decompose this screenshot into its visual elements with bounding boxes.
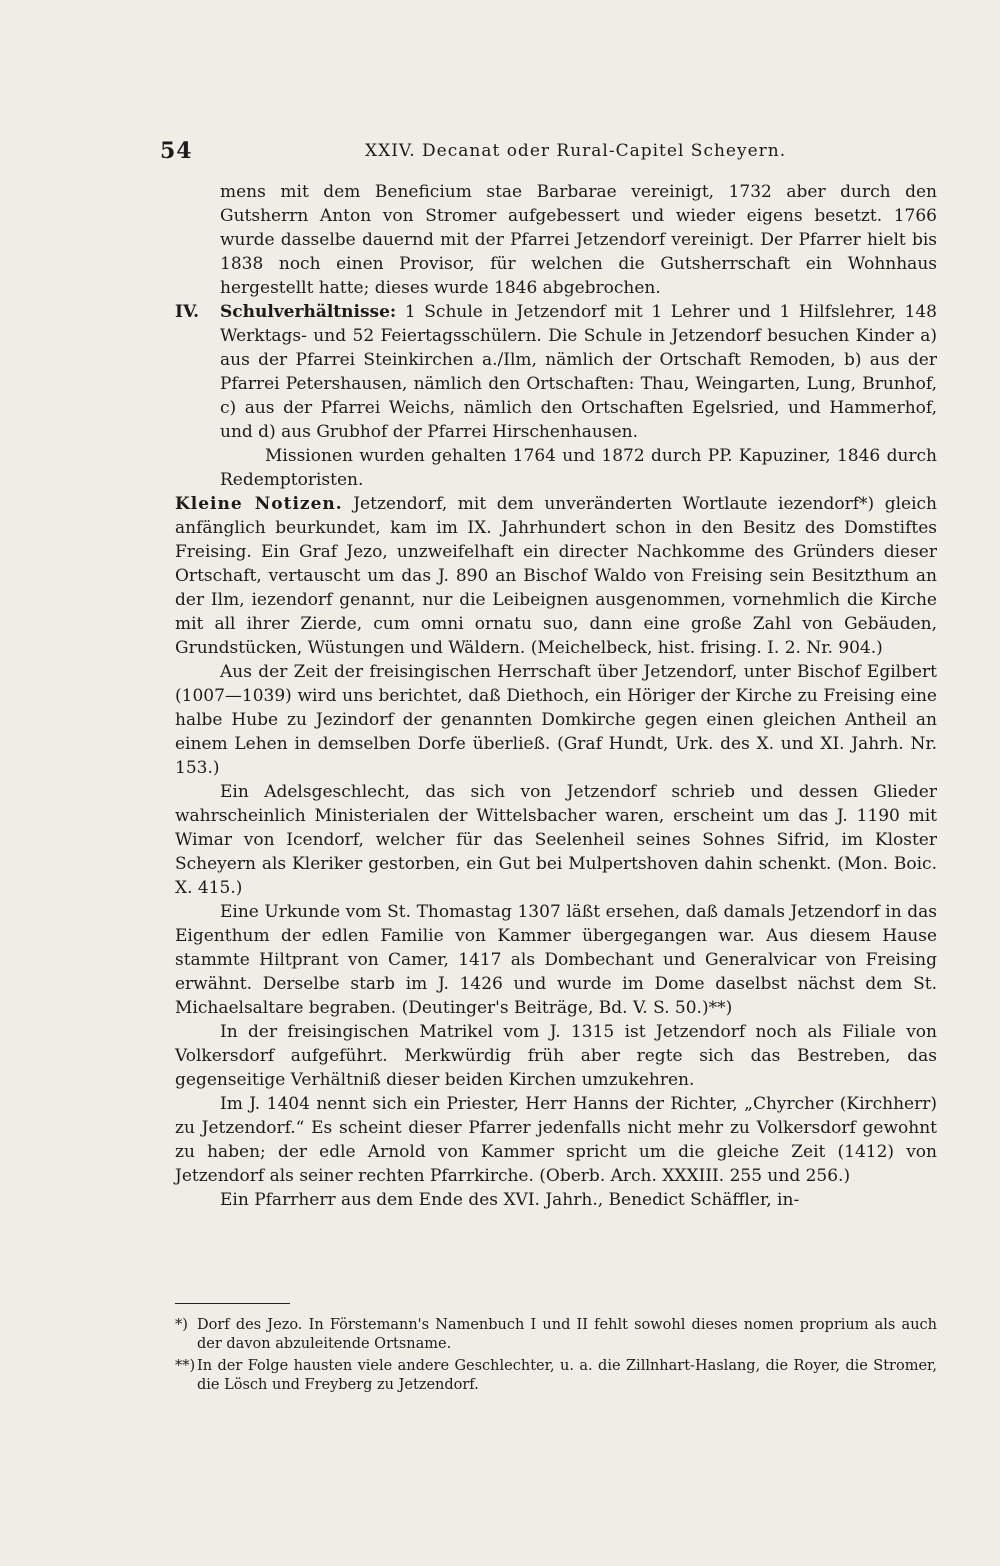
footnote-text: Dorf des Jezo. In Förstemann's Namenbuch I und II fehlt sowohl dieses nomen proprium als auch der davon abzuleitende Ortsname. — [197, 1317, 937, 1352]
page-body — [175, 180, 937, 1212]
footnote-rule — [175, 1303, 290, 1304]
paragraph: Aus der Zeit der freisingischen Herrschaft über Jetzendorf, unter Bischof Egilbert (1007—1039) wird uns berichtet, daß Diethoch, ein Höriger der Kirche zu Freising eine halbe Hube zu Jezindorf der genannten Domkirche gegen einen gleichen Antheil an einem Lehen in demselben Dorfe überließ. (Graf Hundt, Urk. des X. und XI. Jahrh. Nr. 153.) — [175, 662, 937, 778]
intro-paragraph: mens mit dem Beneficium stae Barbarae vereinigt, 1732 aber durch den Gutsherrn Anton von Stromer aufgebessert und wieder eigens besetzt. 1766 wurde dasselbe dauernd mit der Pfarrei Jetzendorf vereinigt. Der Pfarrer hielt bis 1838 noch einen Provisor, für welchen die Gutsherrschaft ein Wohnhaus hergestellt hatte; dieses wurde 1846 abgebrochen. — [220, 182, 937, 298]
paragraph: Eine Urkunde vom St. Thomastag 1307 läßt ersehen, daß damals Jetzendorf in das Eigenthum der edlen Familie von Kammer übergegangen war. Aus diesem Hause stammte Hiltprant von Camer, 1417 als Dombechant und Generalvicar von Freising erwähnt. Derselbe starb im J. 1426 und wurde im Dome daselbst nächst dem St. Michaelsaltare begraben. (Deutinger's Beiträge, Bd. V. S. 50.)**) — [175, 902, 937, 1018]
footnote — [175, 1357, 937, 1395]
paragraph: In der freisingischen Matrikel vom J. 1315 ist Jetzendorf noch als Filiale von Volkersdorf aufgeführt. Merkwürdig früh aber regte sich das Bestreben, das gegenseitige Verhältniß dieser beiden Kirchen umzukehren. — [175, 1022, 937, 1090]
footnote-mark: **) — [175, 1358, 196, 1374]
section-iv-missions: Missionen wurden gehalten 1764 und 1872 durch PP. Kapuziner, 1846 durch Redemptoristen. — [220, 446, 937, 490]
page-number: 54 — [160, 138, 193, 164]
notizen-first-paragraph — [175, 492, 937, 660]
notizen-heading: Kleine Notizen. — [175, 494, 343, 514]
section-iv-text: 1 Schule in Jetzendorf mit 1 Lehrer und 1 Hilfslehrer, 148 Werktags- und 52 Feiertagsschülern. Die Schule in Jetzendorf besuchen Kinder a) aus der Pfarrei Steinkirchen a./Ilm, nämlich der Ortschaft Remoden, b) aus der Pfarrei Petershausen, nämlich den Ortschaften: Thau, Weingarten, Lung, Brunhof, c) aus der Pfarrei Weichs, nämlich den Ortschaften Egelsried, und Hammerhof, und d) aus Grubhof der Pfarrei Hirschenhausen. — [220, 302, 937, 442]
paragraph: Ein Adelsgeschlecht, das sich von Jetzendorf schrieb und dessen Glieder wahrscheinlich Ministerialen der Wittelsbacher waren, erscheint um das J. 1190 mit Wimar von Icendorf, welcher für das Seelenheil seines Sohnes Sifrid, im Kloster Scheyern als Kleriker gestorben, ein Gut bei Mulpertshoven dahin schenkt. (Mon. Boic. X. 415.) — [175, 782, 937, 898]
notizen-first-text: Jetzendorf, mit dem unveränderten Wortlaute iezendorf*) gleich anfänglich beurkundet, kam im IX. Jahrhundert schon in den Besitz des Domstiftes Freising. Ein Graf Jezo, unzweifelhaft ein directer Nachkomme des Gründers dieser Ortschaft, vertauscht um das J. 890 an Bischof Waldo von Freising sein Besitzthum an der Ilm, iezendorf genannt, nur die Leibeignen ausgenommen, vornehmlich die Kirche mit all ihrer Zierde, cum omni ornatu suo, dann eine große Zahl von Gebäuden, Grundstücken, Wüstungen und Wäldern. (Meichelbeck, hist. frising. I. 2. Nr. 904.) — [175, 494, 937, 658]
page-header — [160, 138, 940, 168]
paragraph: Ein Pfarrherr aus dem Ende des XVI. Jahrh., Benedict Schäffler, in- — [220, 1190, 800, 1210]
section-iv-label: IV. — [175, 302, 200, 322]
section-iv — [175, 300, 937, 444]
section-iv-heading: Schulverhältnisse: — [220, 302, 397, 322]
paragraph: Im J. 1404 nennt sich ein Priester, Herr Hanns der Richter, „Chyrcher (Kirchherr) zu Jetzendorf.“ Es scheint dieser Pfarrer jedenfalls nicht mehr zu Volkersdorf gewohnt zu haben; der edle Arnold von Kammer spricht um die gleiche Zeit (1412) von Jetzendorf als seiner rechten Pfarrkirche. (Oberb. Arch. XXXIII. 255 und 256.) — [175, 1094, 937, 1186]
running-head: XXIV. Decanat oder Rural-Capitel Scheyern. — [365, 141, 787, 161]
footnotes — [175, 1303, 937, 1398]
footnote-text: In der Folge hausten viele andere Geschlechter, u. a. die Zillnhart-Haslang, die Royer, die Stromer, die Lösch und Freyberg zu Jetzendorf. — [197, 1358, 937, 1393]
footnote-mark: *) — [175, 1317, 188, 1333]
footnote — [175, 1316, 937, 1354]
